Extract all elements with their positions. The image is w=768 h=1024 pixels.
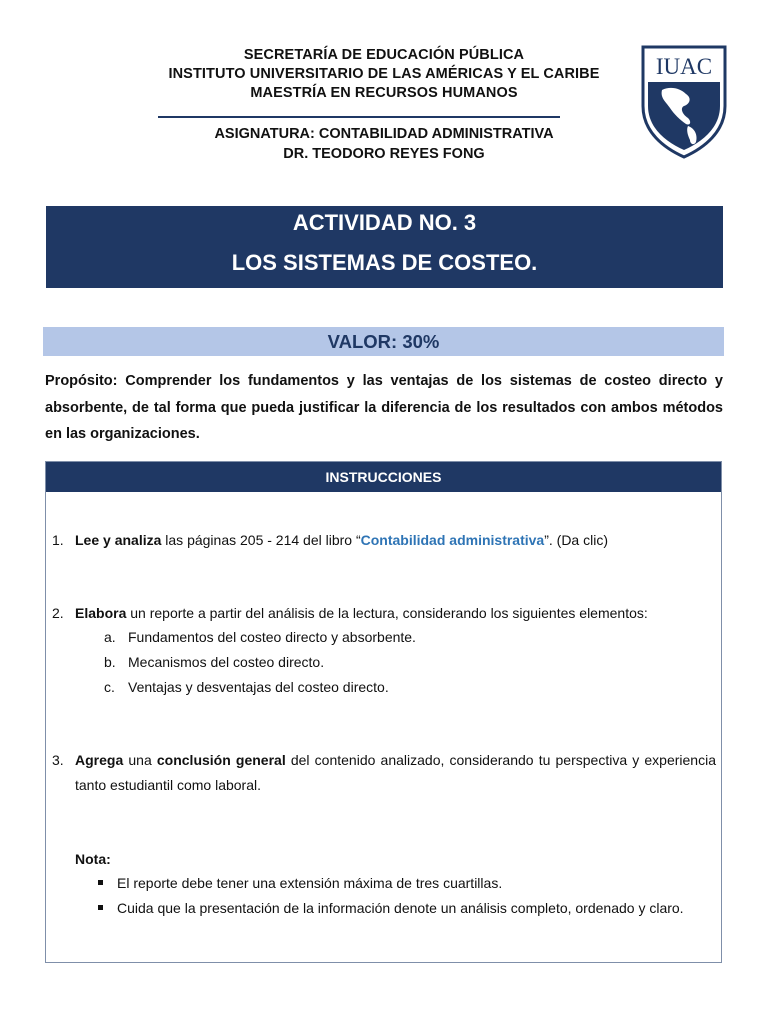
subitem-b: b. Mecanismos del costeo directo. xyxy=(104,654,325,670)
note-bullet-2: Cuida que la presentación de la información denote un análisis completo, ordenado y claro. xyxy=(98,896,684,920)
book-link[interactable]: Contabilidad administrativa xyxy=(360,532,545,548)
note-label: Nota: xyxy=(75,851,111,867)
bullet-square-icon xyxy=(98,880,103,885)
item-number: 3. xyxy=(52,752,64,768)
item-text: Elabora un reporte a partir del análisis de la lectura, considerando los siguientes elementos: xyxy=(75,605,648,621)
header-line-3: MAESTRÍA EN RECURSOS HUMANOS xyxy=(250,85,518,101)
valor-banner: VALOR: 30% xyxy=(43,327,724,356)
item-text: Agrega una conclusión general del contenido analizado, considerando tu perspectiva y experiencia tanto estudiantil como laboral. xyxy=(75,752,716,793)
subject-header xyxy=(130,124,638,164)
bullet-square-icon xyxy=(98,905,103,910)
activity-title-bar xyxy=(46,206,723,288)
instructions-box xyxy=(45,461,722,963)
activity-number: ACTIVIDAD NO. 3 xyxy=(292,210,477,235)
logo-text: IUAC xyxy=(655,54,713,79)
institution-header xyxy=(130,46,638,103)
teacher-line: DR. TEODORO REYES FONG xyxy=(283,146,485,162)
item-text: Lee y analiza las páginas 205 - 214 del libro “Contabilidad administrativa”. (Da clic) xyxy=(75,532,608,548)
subitem-c: c. Ventajas y desventajas del costeo directo. xyxy=(104,679,389,695)
note-bullet-1: El reporte debe tener una extensión máxima de tres cuartillas. xyxy=(98,871,502,895)
iuac-shield-logo xyxy=(640,44,728,160)
item-number: 1. xyxy=(52,532,64,548)
header-divider xyxy=(158,116,560,118)
activity-topic: LOS SISTEMAS DE COSTEO. xyxy=(231,250,538,275)
subitem-a: a. Fundamentos del costeo directo y absorbente. xyxy=(104,629,416,645)
instructions-heading: INSTRUCCIONES xyxy=(46,462,721,492)
header-line-1: SECRETARÍA DE EDUCACIÓN PÚBLICA xyxy=(243,47,525,63)
subject-line: ASIGNATURA: CONTABILIDAD ADMINISTRATIVA xyxy=(214,126,554,142)
header-line-2: INSTITUTO UNIVERSITARIO DE LAS AMÉRICAS Y EL CARIBE xyxy=(168,66,600,82)
purpose-paragraph: Propósito: Comprender los fundamentos y las ventajas de los sistemas de costeo directo y absorbente, de tal forma que pueda justificar la diferencia de los resultados con ambos métodos en las organizaciones. xyxy=(45,373,723,442)
item-number: 2. xyxy=(52,605,64,621)
